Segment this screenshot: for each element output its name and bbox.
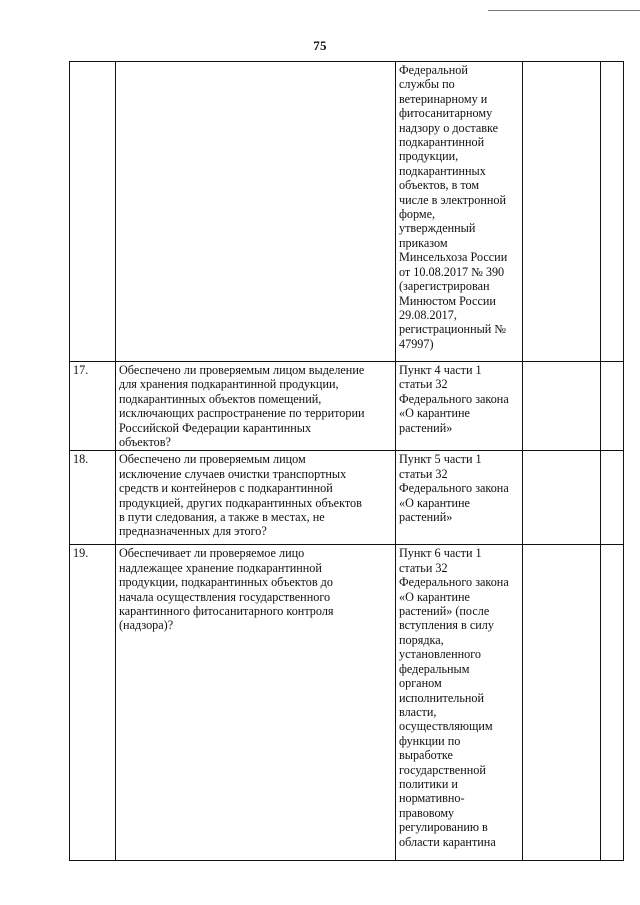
legal-reference-cell: Федеральной службы по ветеринарному и фитосанитарному надзору о доставке подкарантинной продукции, подкарантинных объектов, в том числе в электронной форме, утвержденный приказом Минсельхоза России от 10.08.2017 № 390 (зарегистрирован Минюстом России 29.08.2017, регистрационный № 47997) — [396, 62, 523, 362]
note-cell — [601, 545, 624, 861]
answer-cell — [523, 545, 601, 861]
note-cell — [601, 451, 624, 545]
requirements-table — [69, 61, 624, 861]
question-cell: Обеспечивает ли проверяемое лицо надлежащее хранение подкарантинной продукции, подкарантинных объектов до начала осуществления государственного карантинного фитосанитарного контроля (надзора)? — [116, 545, 396, 861]
answer-cell — [523, 62, 601, 362]
legal-reference-cell: Пункт 5 части 1 статьи 32 Федерального закона «О карантине растений» — [396, 451, 523, 545]
row-number-cell — [70, 62, 116, 362]
table-row — [70, 451, 624, 545]
question-cell: Обеспечено ли проверяемым лицом исключение случаев очистки транспортных средств и контейнеров с подкарантинной продукцией, других подкарантинных объектов в пути следования, а также в местах, не предназначенных для этого? — [116, 451, 396, 545]
page-number: 75 — [313, 38, 327, 53]
question-cell: Обеспечено ли проверяемым лицом выделение для хранения подкарантинной продукции, подкарантинных объектов помещений, исключающих распространение по территории Российской Федерации карантинных объектов? — [116, 362, 396, 451]
table-row — [70, 362, 624, 451]
legal-reference-cell: Пункт 6 части 1 статьи 32 Федерального закона «О карантине растений» (после вступления в силу порядка, установленного федеральным органом исполнительной власти, осуществляющим функции по выработке государственной политики и нормативно- правовому регулированию в области карантина — [396, 545, 523, 861]
row-number-cell: 18. — [70, 451, 116, 545]
row-number-cell: 17. — [70, 362, 116, 451]
answer-cell — [523, 362, 601, 451]
row-number-cell: 19. — [70, 545, 116, 861]
corner-mark — [488, 10, 640, 11]
note-cell — [601, 62, 624, 362]
answer-cell — [523, 451, 601, 545]
legal-reference-cell: Пункт 4 части 1 статьи 32 Федерального закона «О карантине растений» — [396, 362, 523, 451]
note-cell — [601, 362, 624, 451]
question-cell — [116, 62, 396, 362]
table-row — [70, 62, 624, 362]
table-row — [70, 545, 624, 861]
